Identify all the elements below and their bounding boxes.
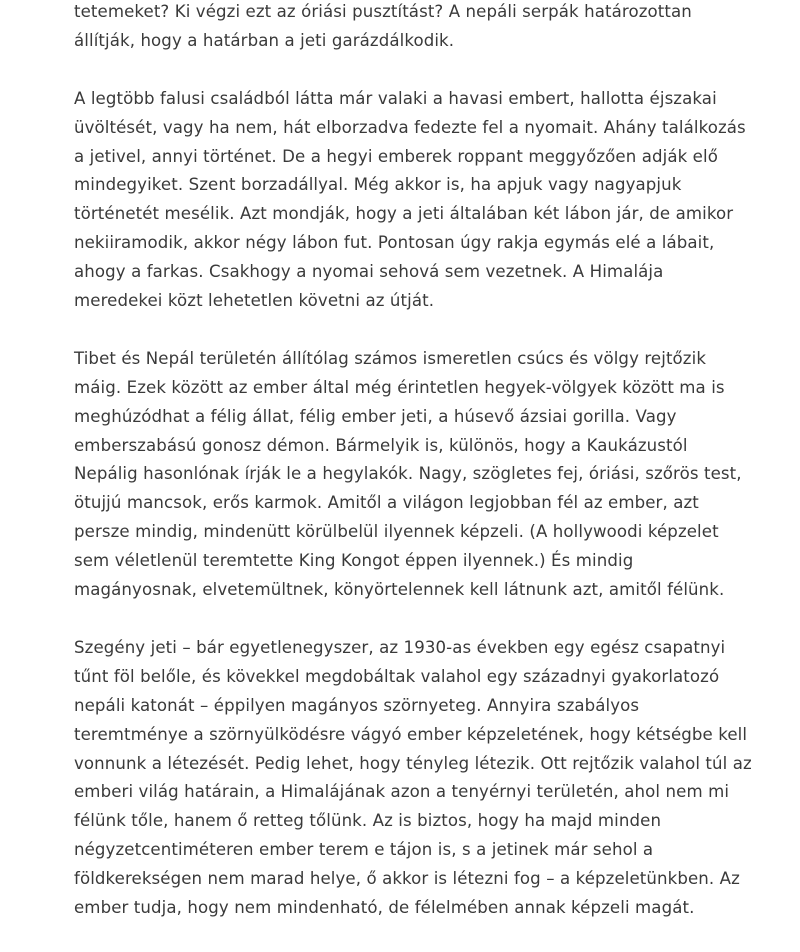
paragraph-3 <box>74 345 754 605</box>
text-line: ember tudja, hogy nem mindenható, de félelmében annak képzeli magát. <box>74 898 695 918</box>
text-line: A legtöbb falusi családból látta már valaki a havasi embert, hallotta éjszakai <box>74 88 717 108</box>
text-line: tűnt föl belőle, és kövekkel megdobáltak valahol egy századnyi gyakorlatozó <box>74 666 720 686</box>
text-line: Szegény jeti – bár egyetlenegyszer, az 1930-as években egy egész csapatnyi <box>74 637 726 657</box>
text-line: Tibet és Nepál területén állítólag számos ismeretlen csúcs és völgy rejtőzik <box>74 348 707 368</box>
text-line: állítják, hogy a határban a jeti garázdálkodik. <box>74 30 455 50</box>
text-line: teremtménye a szörnyülködésre vágyó ember képzeletének, hogy kétségbe kell <box>74 724 748 744</box>
text-line: meredekei közt lehetetlen követni az útját. <box>74 291 435 311</box>
text-line: persze mindig, mindenütt körülbelül ilyennek képzeli. (A hollywoodi képzelet <box>74 522 719 542</box>
text-line: ötujjú mancsok, erős karmok. Amitől a világon legjobban fél az ember, azt <box>74 493 699 513</box>
text-line: ahogy a farkas. Csakhogy a nyomai sehová sem vezetnek. A Himalája <box>74 262 664 282</box>
paragraph-4 <box>74 634 754 923</box>
text-line: üvöltését, vagy ha nem, hát elborzadva fedezte fel a nyomait. Ahány találkozás <box>74 117 746 137</box>
text-line: a jetivel, annyi történet. De a hegyi emberek roppant meggyőzően adják elő <box>74 146 718 166</box>
text-line: emberszabású gonosz démon. Bármelyik is, különös, hogy a Kaukázustól <box>74 435 688 455</box>
text-line: Nepálig hasonlónak írják le a hegylakók. Nagy, szögletes fej, óriási, szőrös test, <box>74 464 742 484</box>
text-line: tetemeket? Ki végzi ezt az óriási pusztítást? A nepáli serpák határozottan <box>74 2 692 21</box>
paragraph-2 <box>74 85 754 316</box>
text-line: félünk tőle, hanem ő retteg tőlünk. Az is biztos, hogy ha majd minden <box>74 811 662 831</box>
text-line: mindegyiket. Szent borzadállyal. Még akkor is, ha apjuk vagy nagyapjuk <box>74 175 682 195</box>
text-line: sem véletlenül teremtette King Kongot éppen ilyennek.) És mindig <box>74 551 634 571</box>
text-line: máig. Ezek között az ember által még érintetlen hegyek-völgyek között ma is <box>74 377 725 397</box>
text-line: négyzetcentiméteren ember terem e tájon is, s a jetinek már sehol a <box>74 840 654 860</box>
text-line: nepáli katonát – éppilyen magányos szörnyeteg. Annyira szabályos <box>74 695 640 715</box>
text-line: földkerekségen nem marad helye, ő akkor is létezni fog – a képzeletünkben. Az <box>74 869 740 889</box>
paragraph-1 <box>74 0 754 56</box>
text-line: emberi világ határain, a Himalájának azon a tenyérnyi területén, ahol nem mi <box>74 782 730 802</box>
text-line: történetét mesélik. Azt mondják, hogy a jeti általában két lábon jár, de amikor <box>74 204 734 224</box>
text-line: magányosnak, elvetemültnek, könyörtelennek kell látnunk azt, amitől félünk. <box>74 580 725 600</box>
text-line: meghúzódhat a félig állat, félig ember jeti, a húsevő ázsiai gorilla. Vagy <box>74 406 677 426</box>
text-line: nekiiramodik, akkor négy lábon fut. Pontosan úgy rakja egymás elé a lábait, <box>74 233 715 253</box>
text-line: vonnunk a létezését. Pedig lehet, hogy tényleg létezik. Ott rejtőzik valahol túl az <box>74 753 752 773</box>
article-body <box>74 0 754 952</box>
